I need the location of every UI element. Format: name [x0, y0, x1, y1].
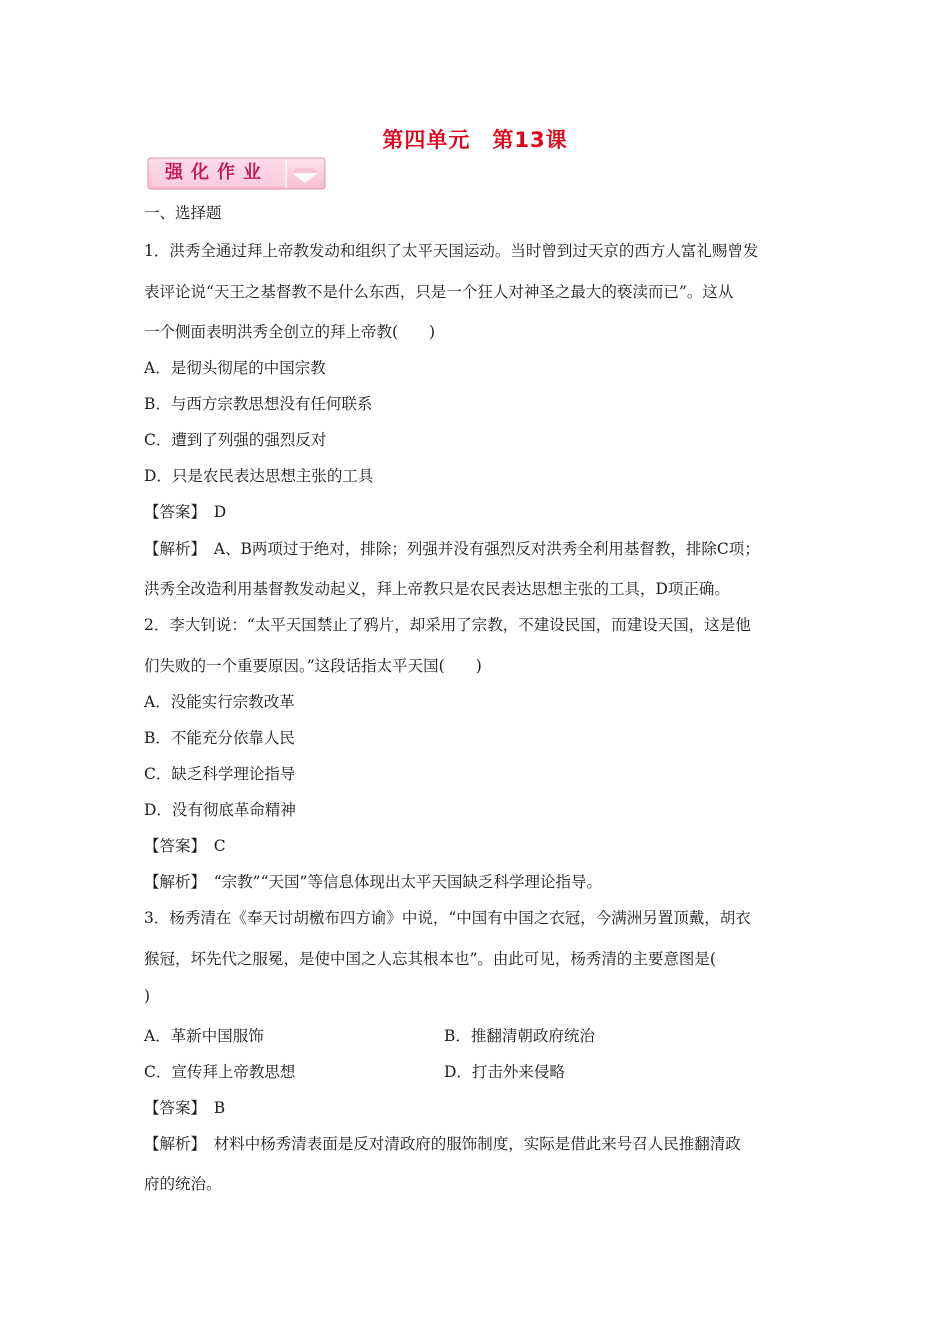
- q2-analysis-line-1: 【解析】 “宗教”“天国”等信息体现出太平天国缺乏科学理论指导。: [144, 873, 602, 891]
- q2-stem-line-2: 们失败的一个重要原因。”这段话指太平天国( ): [144, 657, 482, 675]
- q2-option-b: B．不能充分依靠人民: [144, 729, 295, 747]
- q1-option-b: B．与西方宗教思想没有任何联系: [144, 395, 373, 413]
- q3-option-a: A．革新中国服饰: [144, 1027, 264, 1045]
- homework-banner: [146, 156, 326, 190]
- page-title: [0, 124, 950, 154]
- q1-analysis-line-2: 洪秀全改造利用基督教发动起义，拜上帝教只是农民表达思想主张的工具，D项正确。: [144, 580, 730, 598]
- q1-option-c: C．遭到了列强的强烈反对: [144, 431, 327, 449]
- q1-option-d: D．只是农民表达思想主张的工具: [144, 467, 374, 485]
- q3-option-c: C．宣传拜上帝教思想: [144, 1063, 296, 1081]
- q2-answer: 【答案】 C: [144, 837, 226, 855]
- q1-analysis-line-1: 【解析】 A、B两项过于绝对，排除；列强并没有强烈反对洪秀全利用基督教，排除C项；: [144, 540, 760, 558]
- banner-label: 强化作业: [165, 162, 269, 183]
- q3-stem-line-3: ): [144, 987, 151, 1005]
- section-heading: 一、选择题: [144, 204, 222, 222]
- q1-option-a: A．是彻头彻尾的中国宗教: [144, 359, 326, 377]
- q1-stem-line-3: 一个侧面表明洪秀全创立的拜上帝教( ): [144, 323, 436, 341]
- unit-label: 第四单元: [382, 128, 471, 152]
- q2-option-c: C．缺乏科学理论指导: [144, 765, 296, 783]
- q3-analysis-line-2: 府的统治。: [144, 1175, 222, 1193]
- lesson-label: 第13课: [492, 128, 568, 152]
- q1-stem-line-1: 1．洪秀全通过拜上帝教发动和组织了太平天国运动。当时曾到过天京的西方人富礼赐曾发: [144, 242, 759, 260]
- q2-stem-line-1: 2．李大钊说：“太平天国禁止了鸦片，却采用了宗教，不建设民国，而建设天国，这是他: [144, 616, 751, 634]
- q2-option-a: A．没能实行宗教改革: [144, 693, 295, 711]
- q3-stem-line-2: 猴冠，坏先代之服冕，是使中国之人忘其根本也”。由此可见，杨秀清的主要意图是(: [144, 950, 716, 968]
- q3-stem-line-1: 3．杨秀清在《奉天讨胡檄布四方谕》中说，“中国有中国之衣冠，今满洲另置顶戴，胡衣: [144, 909, 751, 927]
- q3-analysis-line-1: 【解析】 材料中杨秀清表面是反对清政府的服饰制度，实际是借此来号召人民推翻清政: [144, 1135, 741, 1153]
- q3-option-b: B．推翻清朝政府统治: [444, 1027, 595, 1045]
- q3-option-d: D．打击外来侵略: [444, 1063, 565, 1081]
- q1-answer: 【答案】 D: [144, 503, 227, 521]
- q2-option-d: D．没有彻底革命精神: [144, 801, 296, 819]
- q1-stem-line-2: 表评论说“天王之基督教不是什么东西，只是一个狂人对神圣之最大的亵渎而已”。这从: [144, 283, 734, 301]
- q3-answer: 【答案】 B: [144, 1099, 226, 1117]
